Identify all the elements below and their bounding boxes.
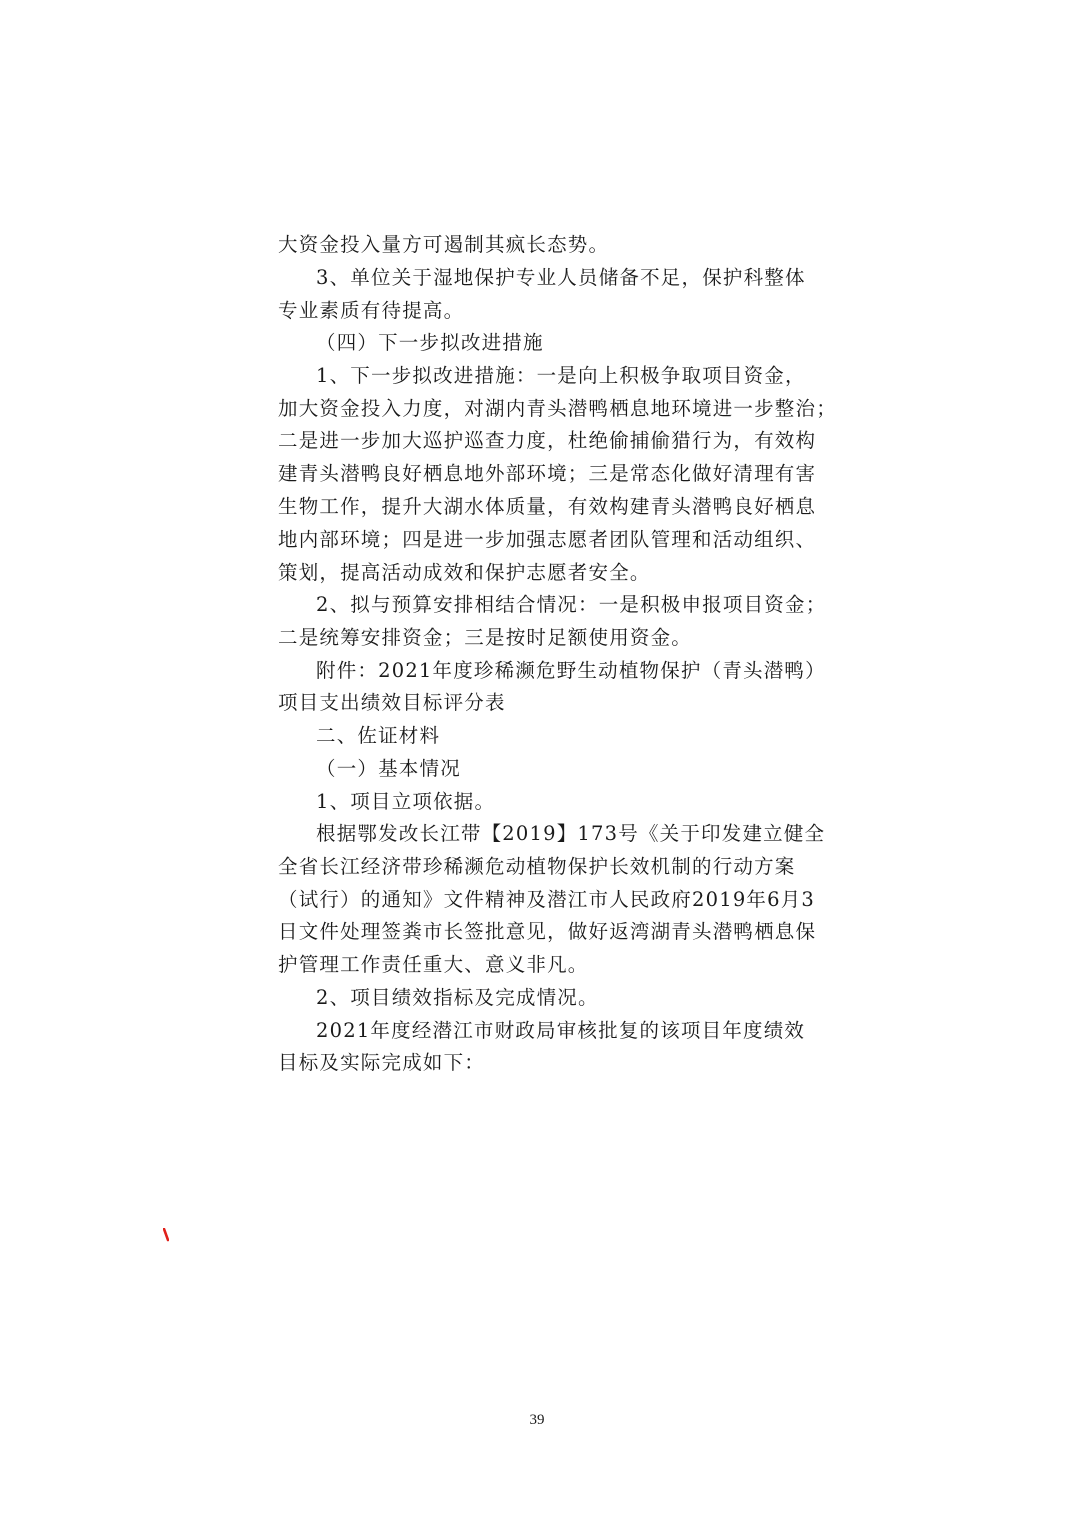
text-line: 3、单位关于湿地保护专业人员储备不足，保护科整体 (316, 266, 806, 289)
text-line: 项目支出绩效目标评分表 (278, 691, 506, 714)
section-heading: （一）基本情况 (316, 757, 461, 780)
text-line: 附件：2021年度珍稀濒危野生动植物保护（青头潜鸭） (316, 659, 826, 682)
text-line: 日文件处理签粪市长签批意见，做好返湾湖青头潜鸭栖息保 (278, 920, 817, 943)
text-line: （试行）的通知》文件精神及潜江市人民政府2019年6月3 (278, 888, 816, 911)
text-line: 二是进一步加大巡护巡查力度，杜绝偷捕偷猎行为，有效构 (278, 429, 817, 452)
text-line: 2、项目绩效指标及完成情况。 (316, 986, 599, 1009)
text-line: 目标及实际完成如下： (278, 1051, 486, 1074)
text-line: 大资金投入量方可遏制其疯长态势。 (278, 233, 610, 256)
text-line: 全省长江经济带珍稀濒危动植物保护长效机制的行动方案 (278, 855, 796, 878)
text-line: 1、项目立项依据。 (316, 790, 496, 813)
text-line: 根据鄂发改长江带【2019】173号《关于印发建立健全 (316, 822, 826, 845)
red-comma-mark-stroke (164, 1229, 168, 1240)
text-line: 二是统筹安排资金；三是按时足额使用资金。 (278, 626, 693, 649)
section-heading: （四）下一步拟改进措施 (316, 331, 544, 354)
text-line: 2、拟与预算安排相结合情况：一是积极申报项目资金； (316, 593, 827, 616)
text-line: 生物工作，提升大湖水体质量，有效构建青头潜鸭良好栖息 (278, 495, 817, 518)
text-line: 护管理工作责任重大、意义非凡。 (278, 953, 589, 976)
text-line: 2021年度经潜江市财政局审核批复的该项目年度绩效 (316, 1019, 806, 1042)
text-line: 专业素质有待提高。 (278, 299, 465, 322)
text-line: 建青头潜鸭良好栖息地外部环境；三是常态化做好清理有害 (278, 462, 817, 485)
red-comma-mark-icon (163, 1228, 169, 1242)
text-line: 地内部环境；四是进一步加强志愿者团队管理和活动组织、 (278, 528, 817, 551)
section-heading: 二、佐证材料 (316, 724, 441, 747)
page-number: 39 (529, 1412, 545, 1428)
text-line: 加大资金投入力度，对湖内青头潜鸭栖息地环境进一步整治； (278, 397, 837, 420)
text-line: 策划，提高活动成效和保护志愿者安全。 (278, 561, 651, 584)
text-line: 1、下一步拟改进措施：一是向上积极争取项目资金， (316, 364, 806, 387)
